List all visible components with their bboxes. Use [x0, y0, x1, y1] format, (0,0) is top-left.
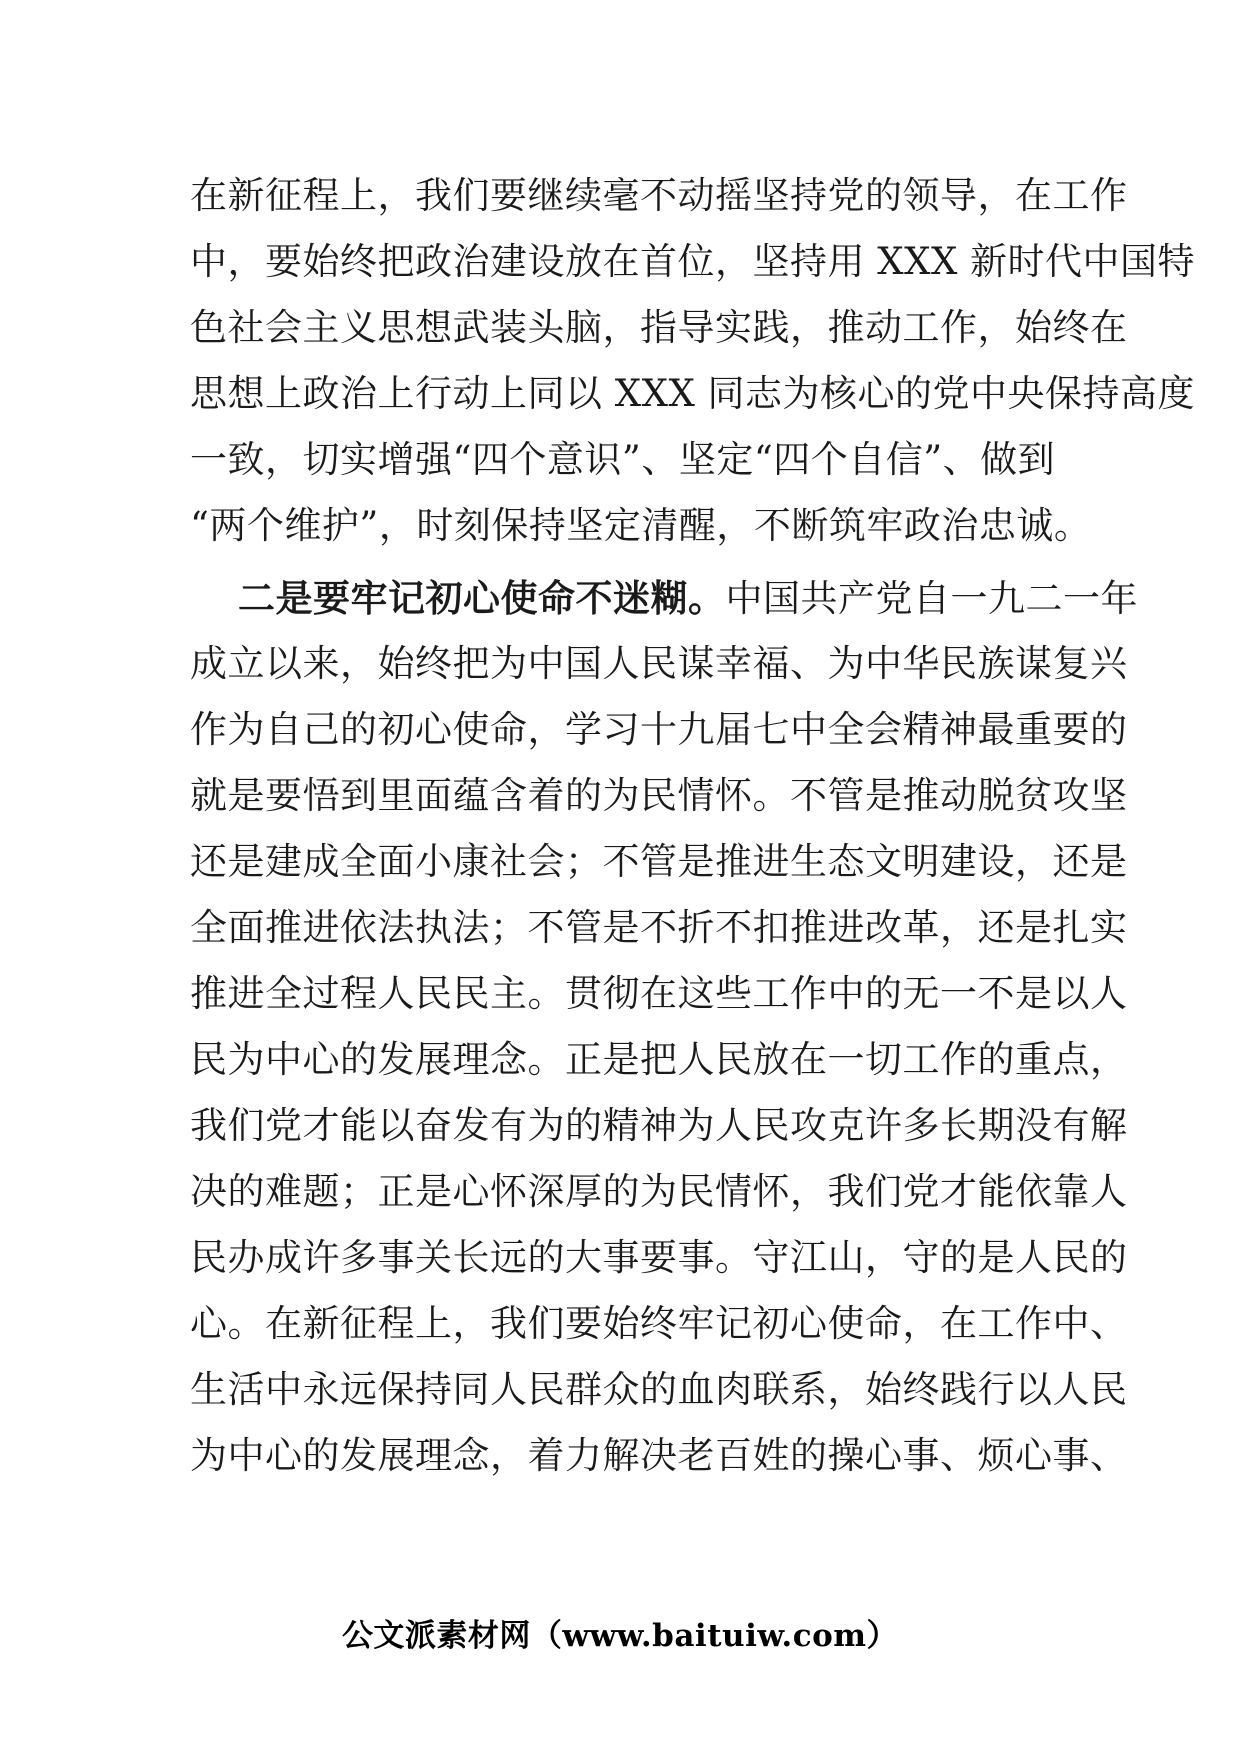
footer-source: 公文派素材网（www.baituiw.com）	[341, 1618, 899, 1654]
paragraph-line: 作为自己的初心使命，学习十九届七中全会精神最重要的	[190, 708, 1128, 751]
paragraph-line: 思想上政治上行动上同以 XXX 同志为核心的党中央保持高度	[190, 372, 1196, 415]
paragraph-line: 心。在新征程上，我们要始终牢记初心使命，在工作中、	[190, 1302, 1128, 1345]
document-body	[190, 163, 1196, 1489]
paragraph-line: 在新征程上，我们要继续毫不动摇坚持党的领导，在工作	[190, 174, 1128, 217]
paragraph-line: 全面推进依法执法；不管是不折不扣推进改革，还是扎实	[190, 906, 1128, 949]
paragraph-1	[190, 163, 1196, 559]
paragraph-line: 决的难题；正是心怀深厚的为民情怀，我们党才能依靠人	[190, 1170, 1128, 1213]
paragraph-line: 为中心的发展理念，着力解决老百姓的操心事、烦心事、	[190, 1434, 1128, 1477]
paragraph-line: 我们党才能以奋发有为的精神为人民攻克许多长期没有解	[190, 1104, 1128, 1147]
paragraph-line: 还是建成全面小康社会；不管是推进生态文明建设，还是	[190, 840, 1128, 883]
paragraph-line: 民办成许多事关长远的大事要事。守江山，守的是人民的	[190, 1236, 1128, 1279]
paragraph-line: 民为中心的发展理念。正是把人民放在一切工作的重点，	[190, 1038, 1128, 1081]
paragraph-heading: 二是要牢记初心使命不迷糊。	[238, 576, 726, 620]
paragraph-line: 中，要始终把政治建设放在首位，坚持用 XXX 新时代中国特	[190, 240, 1196, 283]
paragraph-line: 就是要悟到里面蕴含着的为民情怀。不管是推动脱贫攻坚	[190, 774, 1128, 817]
paragraph-2	[190, 565, 1138, 1489]
paragraph-line: 成立以来，始终把为中国人民谋幸福、为中华民族谋复兴	[190, 642, 1128, 685]
paragraph-first-line	[190, 565, 1138, 631]
paragraph-first-line-text: 中国共产党自一九二一年	[725, 577, 1138, 620]
paragraph-line: “两个维护”，时刻保持坚定清醒，不断筑牢政治忠诚。	[190, 504, 1092, 547]
paragraph-line: 推进全过程人民民主。贯彻在这些工作中的无一不是以人	[190, 972, 1128, 1015]
paragraph-line: 色社会主义思想武装头脑，指导实践，推动工作，始终在	[190, 306, 1128, 349]
paragraph-line: 生活中永远保持同人民群众的血肉联系，始终践行以人民	[190, 1368, 1128, 1411]
paragraph-line: 一致，切实增强“四个意识”、坚定“四个自信”、做到	[190, 438, 1056, 481]
